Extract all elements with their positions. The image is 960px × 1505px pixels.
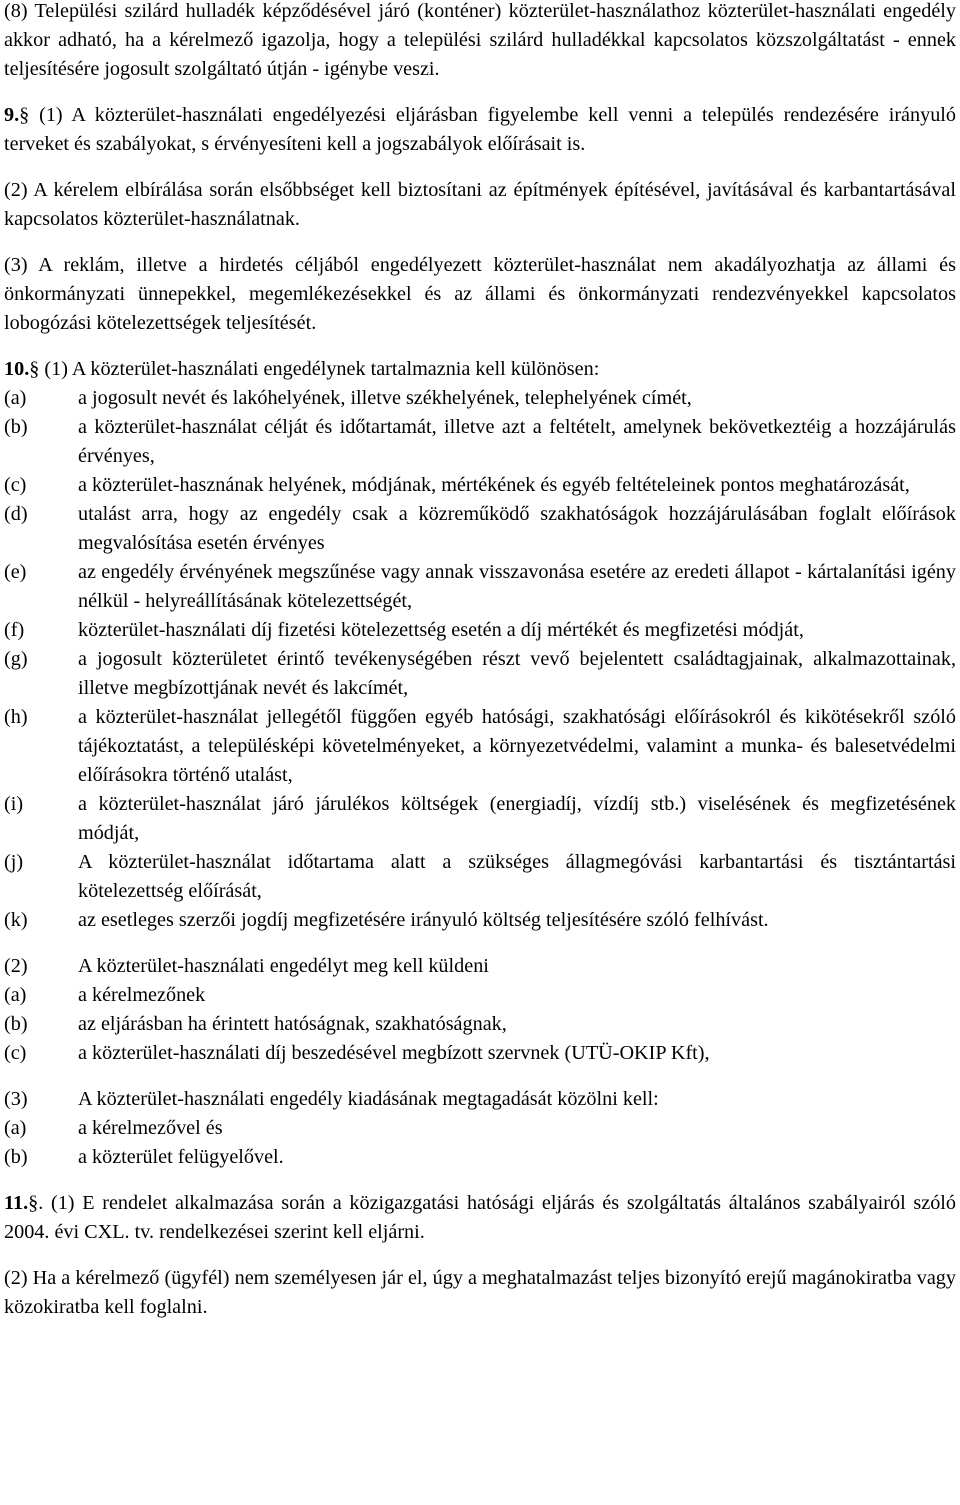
section-9-para-2: (2) A kérelem elbírálása során elsőbbséget kell biztosítani az építmények építésével, javításával és karbantartásával kapcsolatos közterület-használatnak. bbox=[4, 179, 956, 230]
list-item bbox=[4, 413, 956, 471]
list-item-text: a közterület felügyelővel. bbox=[78, 1146, 284, 1168]
list-item-text: A közterület-használati engedélyt meg kell küldeni bbox=[78, 955, 489, 977]
list-item-label: (i) bbox=[4, 793, 24, 815]
list-item-label: (k) bbox=[4, 909, 28, 931]
list-item bbox=[4, 471, 956, 500]
list-item bbox=[4, 616, 956, 645]
section-sign: § bbox=[29, 358, 40, 380]
list-item bbox=[4, 906, 956, 935]
list-item bbox=[4, 952, 956, 981]
section-10-intro-text: (1) A közterület-használati engedélynek tartalmaznia kell különösen: bbox=[39, 358, 600, 380]
paragraph-8-8: (8) Települési szilárd hulladék képződésével járó (konténer) közterület-használathoz közterület-használati engedély akkor adható, ha a kérelmező igazolja, hogy a települési szilárd hulladékkal kapcsolatos közszolgáltatást - ennek teljesítésére jogosult szolgáltató útján - igénybe veszi. bbox=[4, 0, 956, 80]
list-item bbox=[4, 384, 956, 413]
list-item bbox=[4, 981, 956, 1010]
section-sign: §. bbox=[28, 1192, 44, 1214]
list-item-label: (a) bbox=[4, 387, 27, 409]
list-item-text: a közterület-használat járó járulékos költségek (energiadíj, vízdíj stb.) viselésének és megfizetésének módját, bbox=[78, 793, 956, 844]
list-item-label: (e) bbox=[4, 561, 27, 583]
list-item-label: (a) bbox=[4, 1117, 27, 1139]
list-item-text: A közterület-használati engedély kiadásának megtagadását közölni kell: bbox=[78, 1088, 659, 1110]
list-item-text: a jogosult közterületet érintő tevékenységében részt vevő bejelentett családtagjainak, alkalmazottainak, illetve megbízottjának nevét és lakcímét, bbox=[78, 648, 956, 699]
list-item bbox=[4, 1010, 956, 1039]
section-9-number: 9. bbox=[4, 104, 20, 126]
list-item-text: utalást arra, hogy az engedély csak a közreműködő szakhatóságok hozzájárulásában foglalt előírások megvalósítása esetén érvényes bbox=[78, 503, 956, 554]
list-item bbox=[4, 1085, 956, 1114]
list-item bbox=[4, 1114, 956, 1143]
list-item-label: (a) bbox=[4, 984, 27, 1006]
list-item-label: (h) bbox=[4, 706, 28, 728]
list-item bbox=[4, 645, 956, 703]
section-10-number: 10. bbox=[4, 358, 30, 380]
document-page bbox=[4, 0, 956, 1322]
list-item-text: közterület-használati díj fizetési kötelezettség esetén a díj mértékét és megfizetési módját, bbox=[78, 619, 804, 641]
list-item-text: a közterület-használat jellegétől függően egyéb hatósági, szakhatósági előírásokról és kikötésekről szóló tájékoztatást, a településképi követelményeket, a környezetvédelmi, valamint a munka- és balesetvédelmi előírásokra történő utalást, bbox=[78, 706, 956, 786]
list-item-text: a jogosult nevét és lakóhelyének, illetve székhelyének, telephelyének címét, bbox=[78, 387, 692, 409]
list-item-text: a közterület-hasznának helyének, módjának, mértékének és egyéb feltételeinek pontos meghatározását, bbox=[78, 474, 910, 496]
list-item bbox=[4, 848, 956, 906]
list-item bbox=[4, 1143, 956, 1172]
list-item-label: (b) bbox=[4, 416, 28, 438]
section-11-para-2: (2) Ha a kérelmező (ügyfél) nem személyesen jár el, úgy a meghatalmazást teljes bizonyító erejű magánokiratba vagy közokiratba kell foglalni. bbox=[4, 1267, 956, 1318]
list-item bbox=[4, 703, 956, 790]
list-item-label: (d) bbox=[4, 503, 28, 525]
list-item-label: (c) bbox=[4, 474, 27, 496]
list-item-label: (3) bbox=[4, 1088, 28, 1110]
list-item-label: (b) bbox=[4, 1013, 28, 1035]
list-item-label: (2) bbox=[4, 955, 28, 977]
section-11-para-1 bbox=[4, 1189, 956, 1247]
list-item-label: (j) bbox=[4, 851, 24, 873]
list-item-label: (f) bbox=[4, 619, 25, 641]
section-11-number: 11. bbox=[4, 1192, 29, 1214]
list-item-text: az esetleges szerzői jogdíj megfizetésére irányuló költség teljesítésére szóló felhívást. bbox=[78, 909, 769, 931]
section-10-intro bbox=[4, 355, 956, 384]
section-11-text: (1) E rendelet alkalmazása során a közigazgatási hatósági eljárás és szolgáltatás általános szabályairól szóló 2004. évi CXL. tv. rendelkezései szerint kell eljárni. bbox=[4, 1192, 956, 1243]
list-item-text: az eljárásban ha érintett hatóságnak, szakhatóságnak, bbox=[78, 1013, 507, 1035]
list-item-text: a közterület-használati díj beszedésével megbízott szervnek (UTÜ-OKIP Kft), bbox=[78, 1042, 710, 1064]
section-9-para-1 bbox=[4, 101, 956, 159]
list-item-label: (g) bbox=[4, 648, 28, 670]
section-10-para-2 bbox=[4, 952, 956, 1068]
list-item-text: a kérelmezőnek bbox=[78, 984, 206, 1006]
list-item-text: a kérelmezővel és bbox=[78, 1117, 223, 1139]
list-item-label: (c) bbox=[4, 1042, 27, 1064]
section-10-para-3 bbox=[4, 1085, 956, 1172]
list-item-label: (b) bbox=[4, 1146, 28, 1168]
list-item bbox=[4, 790, 956, 848]
list-item bbox=[4, 558, 956, 616]
section-10-list bbox=[4, 384, 956, 935]
list-item-text: A közterület-használat időtartama alatt a szükséges állagmegóvási karbantartási és tisztántartási kötelezettség előírását, bbox=[78, 851, 956, 902]
list-item-text: az engedély érvényének megszűnése vagy annak visszavonása esetére az eredeti állapot - kártalanítási igény nélkül - helyreállításának kötelezettségét, bbox=[78, 561, 956, 612]
section-9-text: (1) A közterület-használati engedélyezési eljárásban figyelembe kell venni a település rendezésére irányuló terveket és szabályokat, s érvényesíteni kell a jogszabályok előírásait is. bbox=[4, 104, 956, 155]
list-item-text: a közterület-használat célját és időtartamát, illetve azt a feltételt, amelynek bekövetkeztéig a hozzájárulás érvényes, bbox=[78, 416, 956, 467]
section-sign: § bbox=[19, 104, 30, 126]
list-item bbox=[4, 1039, 956, 1068]
section-9-para-3: (3) A reklám, illetve a hirdetés céljából engedélyezett közterület-használat nem akadályozhatja az állami és önkormányzati ünnepekkel, megemlékezésekkel és az állami és önkormányzati rendezvényekkel kapcsolatos lobogózási kötelezettségek teljesítését. bbox=[4, 254, 956, 334]
list-item bbox=[4, 500, 956, 558]
